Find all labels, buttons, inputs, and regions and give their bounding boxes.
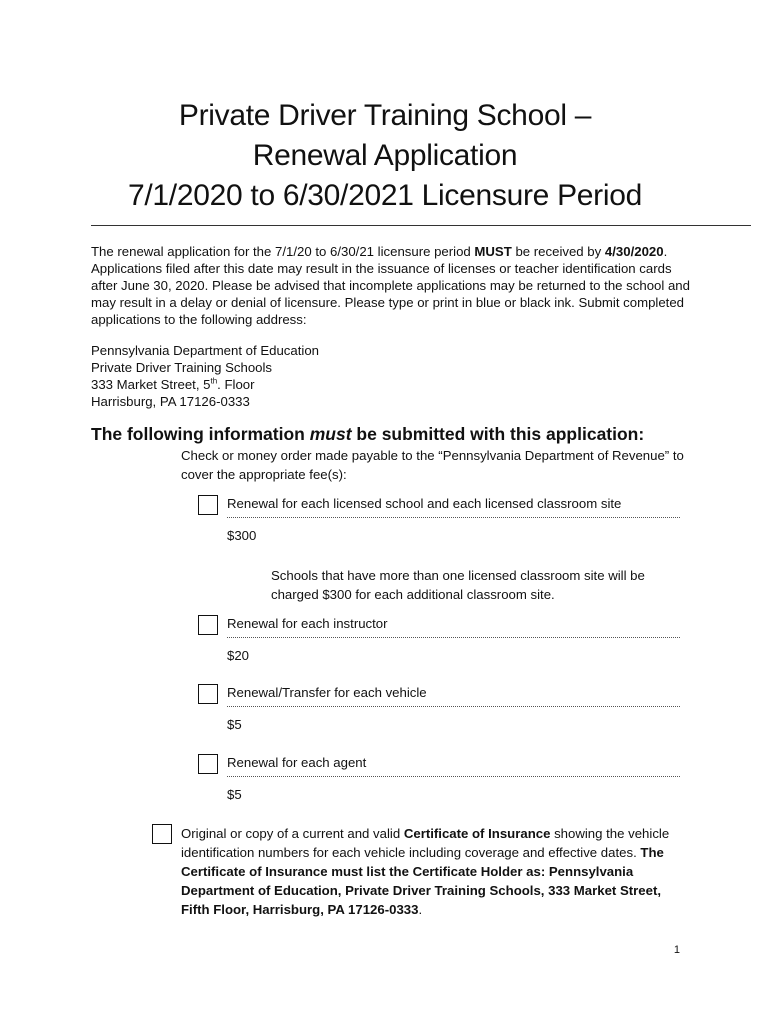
dot-leader [227, 517, 680, 518]
title-line-1: Private Driver Training School – [178, 99, 592, 132]
dot-leader [227, 637, 680, 638]
address-floor: . Floor [217, 377, 255, 392]
page-title [0, 96, 770, 216]
intro-text-2: be received by [511, 244, 605, 259]
fee-label: Renewal for each instructor [227, 616, 388, 631]
heading-text-1: The following information [91, 424, 310, 444]
fee-amount: $20 [227, 648, 250, 663]
intro-must: MUST [474, 244, 512, 259]
insurance-text [181, 824, 671, 919]
fee-label: Renewal for each licensed school and each licensed classroom site [227, 496, 622, 511]
requirements-heading [91, 423, 731, 445]
heading-emphasis: must [309, 424, 352, 444]
title-divider [91, 225, 751, 226]
insurance-certificate-term: Certificate of Insurance [403, 826, 551, 841]
insurance-holder-statement: The Certificate of Insurance must list the Certificate Holder as: Pennsylvania Department of Education, Private Driver Training Schools, 333 Market Street, Fifth Floor, Harrisburg, PA 17126-0333 [181, 845, 664, 917]
dot-leader [227, 776, 680, 777]
dot-leader [227, 706, 680, 707]
fee-amount: $5 [227, 787, 242, 802]
school-renewal-checkbox[interactable] [198, 495, 218, 515]
fee-label: Renewal/Transfer for each vehicle [227, 685, 427, 700]
insurance-checkbox[interactable] [152, 824, 172, 844]
address-ordinal: th [210, 376, 218, 386]
address-line-3 [91, 376, 491, 393]
insurance-text-3: . [418, 902, 423, 917]
page-number: 1 [673, 944, 680, 956]
heading-text-2: be submitted with this application: [351, 424, 645, 444]
intro-paragraph [91, 243, 691, 328]
fee-label: Renewal for each agent [227, 755, 367, 770]
fee-amount: $300 [227, 528, 257, 543]
address-line-2: Private Driver Training Schools [91, 360, 273, 375]
agent-renewal-checkbox[interactable] [198, 754, 218, 774]
title-line-3: 7/1/2020 to 6/30/2021 Licensure Period [128, 179, 642, 212]
instructor-renewal-checkbox[interactable] [198, 615, 218, 635]
intro-text-3: . Applications filed after this date may result in the issuance of licenses or teacher identification cards after June 30, 2020. Please be advised that incomplete applications may be returned to the school and may result in a delay or denial of licensure. Please type or print in blue or black ink. Submit completed applications to the following address: [91, 244, 690, 327]
payment-instructions: Check or money order made payable to the “Pennsylvania Department of Revenue” to cover the appropriate fee(s): [181, 448, 684, 482]
address-street: 333 Market Street, 5 [91, 377, 211, 392]
address-line-1: Pennsylvania Department of Education [91, 343, 319, 358]
insurance-text-1: Original or copy of a current and valid [181, 826, 404, 841]
fee-amount: $5 [227, 717, 242, 732]
vehicle-renewal-checkbox[interactable] [198, 684, 218, 704]
intro-deadline: 4/30/2020 [604, 244, 664, 259]
classroom-site-note: Schools that have more than one licensed classroom site will be charged $300 for each additional classroom site. [271, 568, 645, 602]
address-line-4: Harrisburg, PA 17126-0333 [91, 394, 250, 409]
title-line-2: Renewal Application [252, 139, 518, 172]
mailing-address [91, 342, 491, 410]
insurance-text-2: showing the vehicle identification numbers for each vehicle including coverage and effective dates. [181, 826, 670, 860]
intro-text-1: The renewal application for the 7/1/20 to 6/30/21 licensure period [91, 244, 475, 259]
